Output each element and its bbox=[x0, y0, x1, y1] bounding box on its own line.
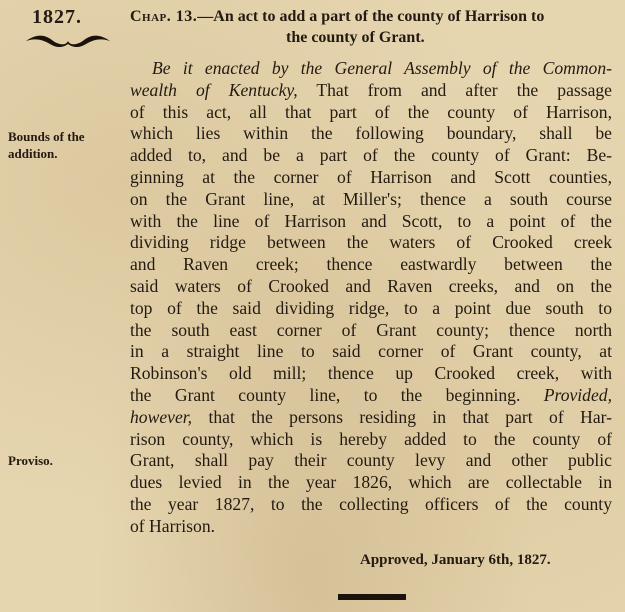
act-body-text bbox=[130, 58, 612, 538]
chapter-title-line2: the county of Grant. bbox=[286, 29, 425, 46]
body-line: Robinson's old mill; thence up Crooked creek, with bbox=[130, 363, 612, 384]
body-line bbox=[130, 407, 612, 429]
body-line: dividing ridge between the waters of Crooked creek bbox=[130, 232, 612, 253]
body-line: with the line of Harrison and Scott, to a point of the bbox=[130, 210, 612, 231]
body-line: the south east corner of Grant county; thence north bbox=[130, 319, 612, 340]
body-line: added to, and be a part of the county of Grant: Be- bbox=[130, 145, 612, 166]
body-line: in a straight line to said corner of Grant county, at bbox=[130, 341, 612, 362]
body-line: dues levied in the year 1826, which are collectable in bbox=[130, 472, 612, 493]
body-line: ginning at the corner of Harrison and Scott counties, bbox=[130, 166, 612, 187]
body-line: top of the said dividing ridge, to a point due south to bbox=[130, 297, 612, 318]
approval-date: Approved, January 6th, 1827. bbox=[360, 552, 551, 568]
chapter-heading bbox=[130, 6, 612, 48]
body-line bbox=[130, 80, 612, 102]
body-line: of this act, all that part of the county of Harrison, bbox=[130, 101, 612, 122]
margin-note-bounds-line2: addition. bbox=[8, 146, 58, 161]
ornament-flourish-icon bbox=[22, 32, 114, 50]
body-line-text: That from and after the passage bbox=[297, 79, 612, 100]
however-italic: however, bbox=[130, 406, 193, 427]
enacting-clause-italic: wealth of Kentucky, bbox=[130, 79, 298, 100]
body-line: the year 1827, to the collecting officers of the county bbox=[130, 493, 612, 514]
body-line bbox=[130, 385, 612, 407]
body-line-text: the Grant county line, to the beginning. bbox=[130, 384, 544, 405]
body-line: rison county, which is hereby added to the county of bbox=[130, 428, 612, 449]
margin-note-bounds-line1: Bounds of the bbox=[8, 129, 85, 144]
body-line: Grant, shall pay their county levy and other public bbox=[130, 450, 612, 471]
body-line: and Raven creek; thence eastwardly between the bbox=[130, 254, 612, 275]
margin-note-proviso: Proviso. bbox=[8, 453, 53, 468]
body-line: Be it enacted by the General Assembly of the Common- bbox=[152, 58, 612, 78]
body-line: said waters of Crooked and Raven creeks, and on the bbox=[130, 275, 612, 296]
body-line: on the Grant line, at Miller's; thence a south course bbox=[130, 188, 612, 209]
section-divider-rule bbox=[338, 594, 406, 600]
body-line: which lies within the following boundary, shall be bbox=[130, 123, 612, 144]
chapter-label: Chap. 13. bbox=[130, 8, 198, 25]
body-line-text: that the persons residing in that part of Har- bbox=[192, 406, 612, 427]
chapter-title-line1: —An act to add a part of the county of Harrison to bbox=[197, 8, 545, 25]
page-year: 1827. bbox=[32, 6, 82, 28]
provided-italic: Provided, bbox=[543, 384, 612, 405]
body-line: of Harrison. bbox=[130, 515, 216, 536]
margin-note-bounds bbox=[8, 128, 85, 162]
